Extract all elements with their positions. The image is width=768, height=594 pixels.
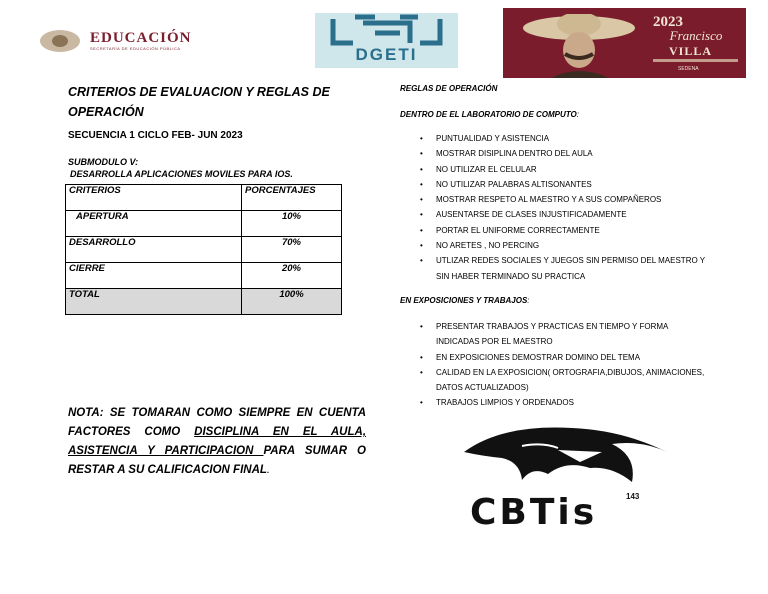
villa-name-line1: Francisco (669, 28, 723, 43)
criterio-cell: DESARROLLO (66, 237, 242, 263)
list-item: • MOSTRAR RESPETO AL MAESTRO Y A SUS COMPAÑEROS (420, 192, 710, 207)
criterio-text: APERTURA (76, 211, 129, 222)
shield-icon (40, 30, 80, 52)
sep-logo-sub: SECRETARÍA DE EDUCACIÓN PÚBLICA (90, 45, 181, 51)
list-item: • UTLIZAR REDES SOCIALES Y JUEGOS SIN PERMISO DEL MAESTRO Y SIN HABER TERMINADO SU PRACTICA (420, 253, 710, 284)
villa-banner (503, 8, 746, 78)
list-item: • PRESENTAR TRABAJOS Y PRACTICAS EN TIEMPO Y FORMA INDICADAS POR EL MAESTRO (420, 319, 710, 350)
cbtis-logo (462, 422, 674, 532)
porcentaje-cell: 70% (242, 237, 342, 263)
expo-rules-list (420, 319, 710, 411)
porcentaje-cell: 10% (242, 211, 342, 237)
list-item: • NO UTILIZAR EL CELULAR (420, 162, 710, 177)
sep-logo (40, 28, 265, 54)
table-row (66, 237, 342, 263)
note-part2: PARA SUMAR O RESTAR A SU CALIFICACION FINAL (68, 445, 366, 476)
list-item: • TRABAJOS LIMPIOS Y ORDENADOS (420, 395, 710, 410)
list-item: • CALIDAD EN LA EXPOSICION( ORTOGRAFIA,DIBUJOS, ANIMACIONES, DATOS ACTUALIZADOS) (420, 365, 710, 396)
lab-title-text: DENTRO DE EL LABORATORIO DE COMPUTO (400, 110, 577, 119)
evaluation-note (68, 404, 366, 480)
sep-logo-main: EDUCACIÓN (90, 29, 192, 46)
lab-rules-list (420, 131, 710, 284)
list-item: • PORTAR EL UNIFORME CORRECTAMENTE (420, 223, 710, 238)
total-label: TOTAL (66, 289, 242, 315)
villa-footer: SEDENA (678, 66, 699, 72)
porcentaje-cell: 20% (242, 263, 342, 289)
list-item: • MOSTRAR DISIPLINA DENTRO DEL AULA (420, 146, 710, 161)
table-header-porcentajes: PORCENTAJES (242, 185, 342, 211)
note-underlined: DISCIPLINA EN EL AULA, ASISTENCIA Y PARTICIPACION (68, 426, 367, 457)
dgeti-logo-word: DGETI (355, 45, 418, 64)
table-header-row (66, 185, 342, 211)
submodule-name: DESARROLLA APLICACIONES MOVILES PARA IOS. (70, 169, 293, 179)
sequence-cycle: SECUENCIA 1 CICLO FEB- JUN 2023 (68, 130, 243, 141)
cbtis-word: CBTis (470, 492, 598, 533)
list-item: • NO ARETES , NO PERCING (420, 238, 710, 253)
list-item: • EN EXPOSICIONES DEMOSTRAR DOMINO DEL TEMA (420, 350, 710, 365)
list-item: • AUSENTARSE DE CLASES INJUSTIFICADAMENTE (420, 207, 710, 222)
list-item: • PUNTUALIDAD Y ASISTENCIA (420, 131, 710, 146)
lab-section-title: DENTRO DE EL LABORATORIO DE COMPUTO: (400, 110, 579, 119)
criterio-cell (66, 211, 242, 237)
panther-icon (462, 422, 674, 494)
table-row (66, 263, 342, 289)
note-part1: NOTA: SE TOMARAN COMO SIEMPRE EN CUENTA FACTORES COMO (68, 407, 366, 438)
villa-name-line2: VILLA (669, 44, 713, 58)
villa-divider (653, 59, 738, 62)
villa-year: 2023 (653, 14, 683, 30)
expo-section-title: EN EXPOSICIONES Y TRABAJOS: (400, 296, 530, 305)
total-value: 100% (242, 289, 342, 315)
rules-title: REGLAS DE OPERACIÓN (400, 84, 498, 93)
submodule-label: SUBMODULO V: (68, 157, 139, 167)
dgeti-logo (315, 13, 458, 68)
criterio-cell: CIERRE (66, 263, 242, 289)
cbtis-number: 143 (626, 492, 640, 501)
note-end: . (266, 464, 271, 476)
list-item: • NO UTILIZAR PALABRAS ALTISONANTES (420, 177, 710, 192)
portrait-icon (521, 14, 641, 78)
page-title: CRITERIOS DE EVALUACION Y REGLAS DE OPERACIÓN (68, 85, 330, 119)
expo-title-text: EN EXPOSICIONES Y TRABAJOS (400, 296, 528, 305)
table-total-row (66, 289, 342, 315)
table-row (66, 211, 342, 237)
criteria-table (65, 184, 342, 315)
table-header-criterios: CRITERIOS (66, 185, 242, 211)
